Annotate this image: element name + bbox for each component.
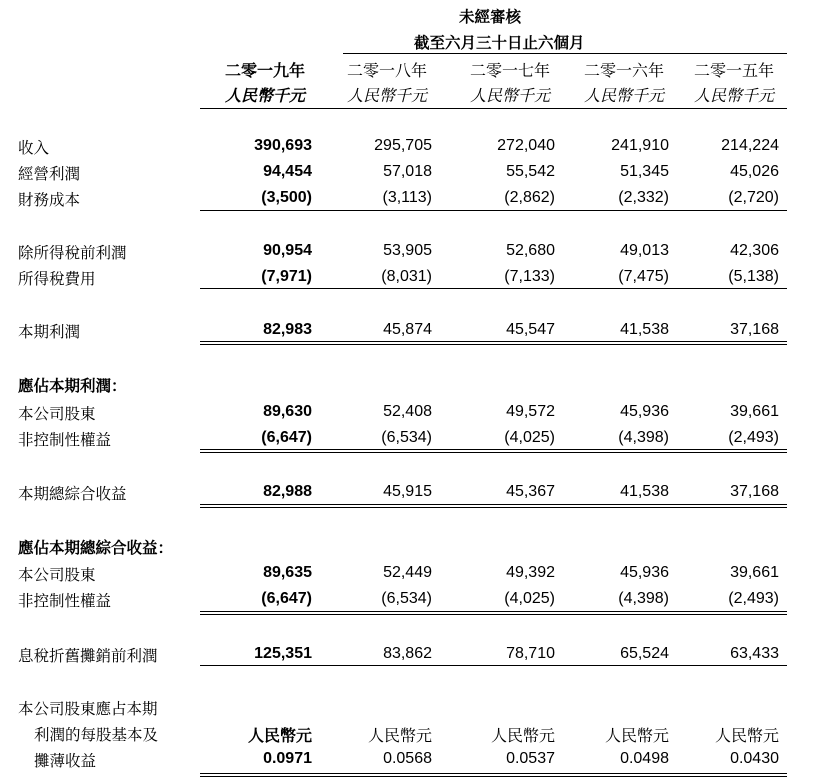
col-year-2018: 二零一八年 (346, 61, 427, 80)
col-currency-2016: 人民幣千元 (583, 86, 664, 105)
section-attributable-comprehensive: 應佔本期總綜合收益： (18, 539, 174, 557)
table-cell: 82,988 (263, 483, 312, 500)
eps-label-line2: 利潤的每股基本及 (34, 726, 159, 744)
table-cell: (4,398) (618, 590, 669, 607)
row-label: 本期總綜合收益 (18, 485, 127, 503)
table-cell: (5,138) (728, 268, 779, 285)
table-cell: 45,915 (383, 483, 432, 500)
header-period: 截至六月三十日止六個月 (414, 34, 585, 52)
table-cell: 45,547 (506, 321, 555, 338)
table-rule (200, 449, 787, 450)
table-cell: 89,630 (263, 403, 312, 420)
table-cell: 45,026 (730, 163, 779, 180)
table-cell: (4,025) (504, 429, 555, 446)
table-cell: 41,538 (620, 321, 669, 338)
col-year-2017: 二零一七年 (469, 61, 550, 80)
eps-rule-1 (200, 773, 787, 774)
table-rule (200, 210, 787, 211)
table-cell: (2,862) (504, 189, 555, 206)
table-cell: 53,905 (383, 242, 432, 259)
table-cell: (8,031) (381, 268, 432, 285)
table-cell: 272,040 (497, 137, 555, 154)
row-label: 除所得稅前利潤 (18, 244, 127, 262)
table-cell: (6,647) (261, 590, 312, 607)
row-label: 本期利潤 (18, 323, 81, 341)
col-currency-2017: 人民幣千元 (469, 86, 550, 105)
eps-currency-2016: 人民幣元 (604, 726, 669, 745)
table-rule (200, 452, 787, 453)
table-rule (200, 288, 787, 289)
eps-value-2016: 0.0498 (620, 750, 669, 767)
table-cell: (2,332) (618, 189, 669, 206)
table-cell: 241,910 (611, 137, 669, 154)
eps-value-2017: 0.0537 (506, 750, 555, 767)
row-label: 經營利潤 (18, 165, 81, 183)
eps-label-line1: 本公司股東應占本期 (18, 700, 158, 718)
table-cell: 125,351 (254, 645, 312, 662)
table-cell: 57,018 (383, 163, 432, 180)
table-cell: 39,661 (730, 564, 779, 581)
table-rule (200, 507, 787, 508)
eps-label-line3: 攤薄收益 (34, 752, 97, 770)
table-cell: 42,306 (730, 242, 779, 259)
table-cell: 65,524 (620, 645, 669, 662)
eps-currency-2017: 人民幣元 (490, 726, 555, 745)
table-cell: 94,454 (263, 163, 312, 180)
table-cell: (2,493) (728, 429, 779, 446)
table-cell: (6,534) (381, 590, 432, 607)
table-cell: 90,954 (263, 242, 312, 259)
column-header-rule (200, 108, 787, 109)
header-title: 未經審核 (459, 8, 522, 26)
table-rule (200, 614, 787, 615)
row-label: 息稅折舊攤銷前利潤 (18, 647, 158, 665)
table-rule (200, 504, 787, 505)
table-cell: 83,862 (383, 645, 432, 662)
eps-rule-2 (200, 776, 787, 777)
table-cell: 37,168 (730, 321, 779, 338)
row-label: 本公司股東 (18, 405, 96, 423)
table-rule (200, 665, 787, 666)
table-cell: 49,572 (506, 403, 555, 420)
table-cell: 39,661 (730, 403, 779, 420)
table-cell: (6,647) (261, 429, 312, 446)
table-cell: (4,025) (504, 590, 555, 607)
table-cell: 41,538 (620, 483, 669, 500)
eps-value-2018: 0.0568 (383, 750, 432, 767)
table-rule (200, 611, 787, 612)
col-year-2015: 二零一五年 (693, 61, 774, 80)
table-cell: 295,705 (374, 137, 432, 154)
table-cell: 45,936 (620, 403, 669, 420)
col-year-2016: 二零一六年 (583, 61, 664, 80)
table-cell: (7,971) (261, 268, 312, 285)
table-cell: 49,013 (620, 242, 669, 259)
table-cell: 78,710 (506, 645, 555, 662)
table-cell: 37,168 (730, 483, 779, 500)
header-rule (343, 53, 787, 54)
table-cell: (3,113) (382, 189, 432, 206)
col-currency-2015: 人民幣千元 (693, 86, 774, 105)
table-cell: 63,433 (730, 645, 779, 662)
eps-currency-2015: 人民幣元 (714, 726, 779, 745)
eps-currency-2019: 人民幣元 (247, 726, 312, 745)
table-cell: 52,680 (506, 242, 555, 259)
col-currency-2019: 人民幣千元 (224, 86, 305, 105)
table-cell: 390,693 (254, 137, 312, 154)
eps-currency-2018: 人民幣元 (367, 726, 432, 745)
table-rule (200, 341, 787, 342)
row-label: 非控制性權益 (18, 431, 112, 449)
table-cell: (7,133) (504, 268, 555, 285)
table-cell: (6,534) (381, 429, 432, 446)
eps-value-2015: 0.0430 (730, 750, 779, 767)
table-cell: 55,542 (506, 163, 555, 180)
row-label: 收入 (18, 139, 50, 157)
row-label: 財務成本 (18, 191, 81, 209)
table-cell: 51,345 (620, 163, 669, 180)
table-cell: (2,720) (728, 189, 779, 206)
table-cell: (2,493) (728, 590, 779, 607)
table-cell: 45,367 (506, 483, 555, 500)
table-cell: 49,392 (506, 564, 555, 581)
row-label: 非控制性權益 (18, 592, 112, 610)
section-attributable-profit: 應佔本期利潤： (18, 377, 127, 395)
col-currency-2018: 人民幣千元 (346, 86, 427, 105)
table-cell: 82,983 (263, 321, 312, 338)
row-label: 本公司股東 (18, 566, 96, 584)
eps-value-2019: 0.0971 (263, 750, 312, 767)
table-cell: (7,475) (618, 268, 669, 285)
table-cell: 52,408 (383, 403, 432, 420)
table-cell: (4,398) (618, 429, 669, 446)
row-label: 所得稅費用 (18, 270, 96, 288)
table-cell: 45,874 (383, 321, 432, 338)
col-year-2019: 二零一九年 (224, 61, 305, 80)
table-cell: 52,449 (383, 564, 432, 581)
table-cell: 89,635 (263, 564, 312, 581)
table-cell: 45,936 (620, 564, 669, 581)
table-cell: 214,224 (721, 137, 779, 154)
table-cell: (3,500) (261, 189, 312, 206)
table-rule (200, 344, 787, 345)
